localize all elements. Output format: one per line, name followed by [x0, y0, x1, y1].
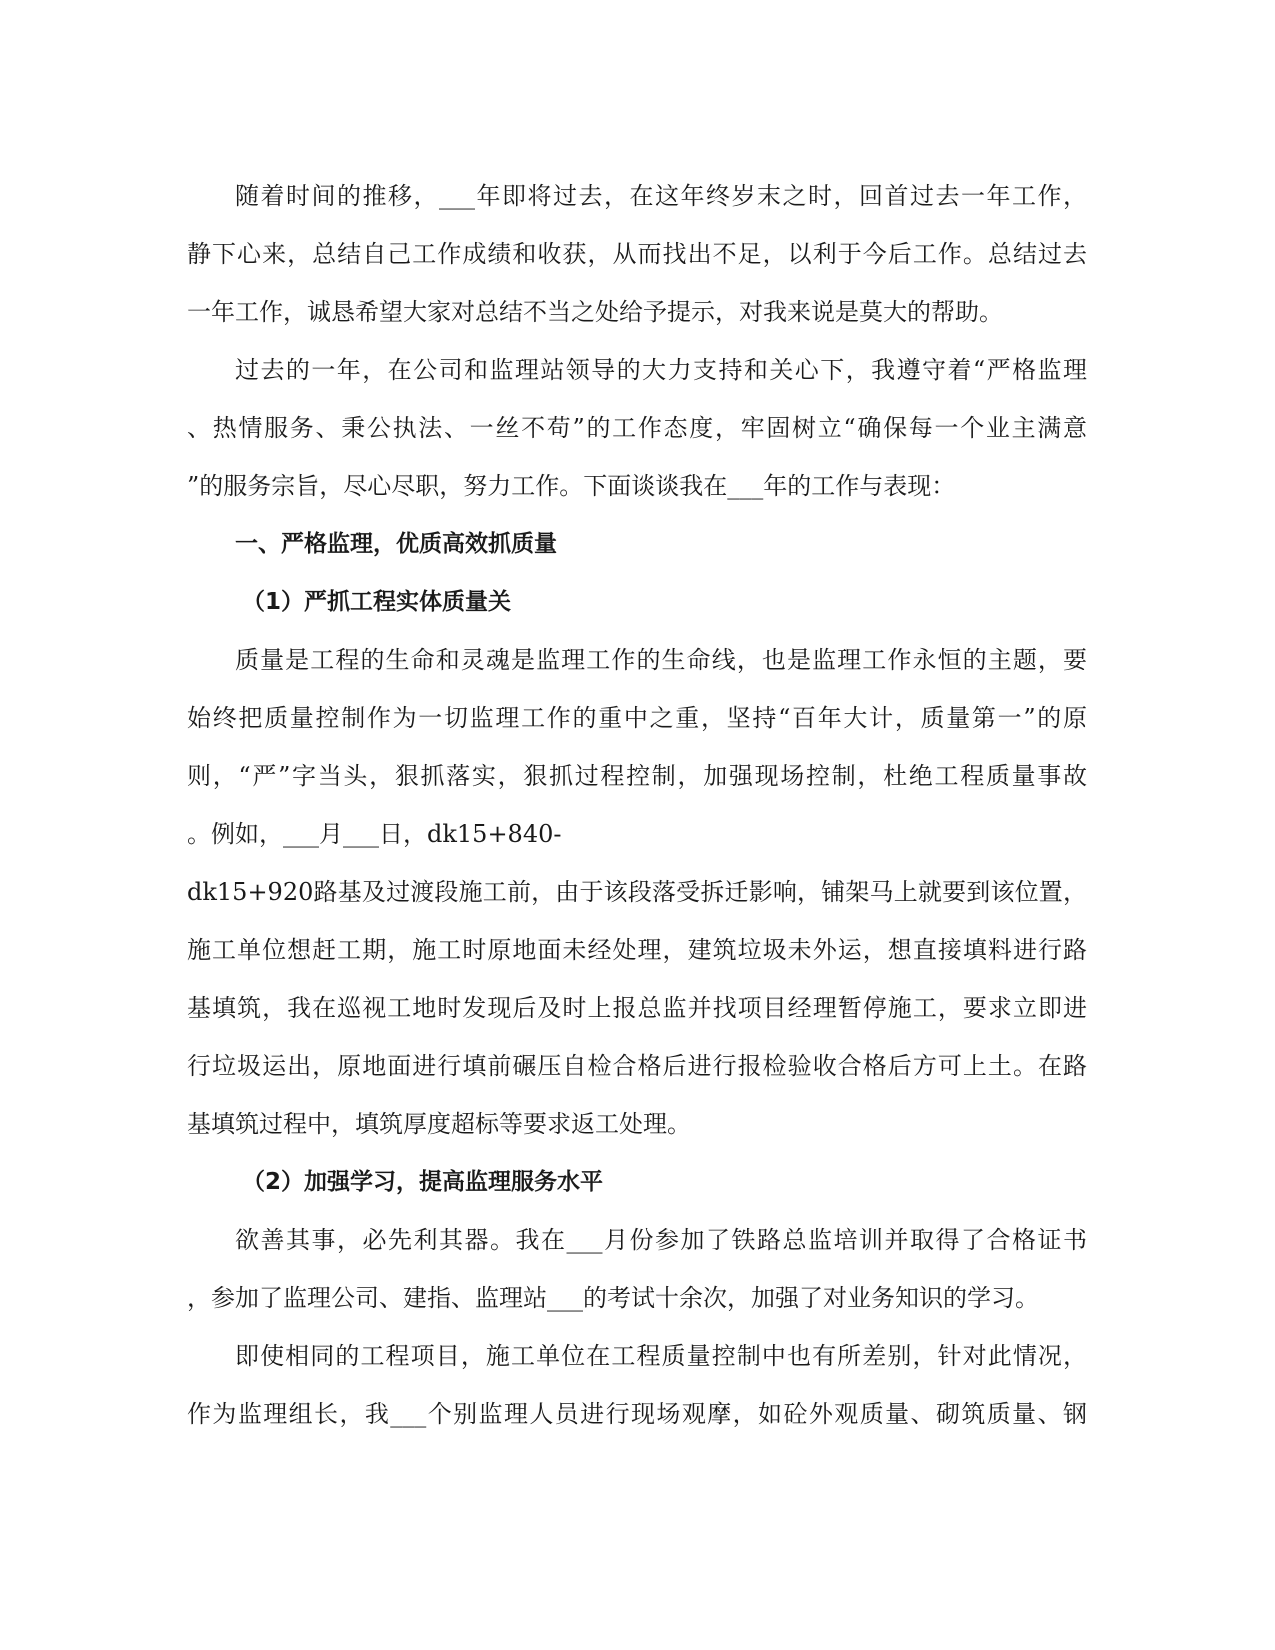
paragraph-line: 一年工作，诚恳希望大家对总结不当之处给予提示，对我来说是莫大的帮助。 [187, 298, 1003, 326]
paragraph-line: 作为监理组长，我___个别监理人员进行现场观摩，如砼外观质量、砌筑质量、钢 [187, 1400, 1087, 1428]
paragraph-line: ，参加了监理公司、建指、监理站___的考试十余次，加强了对业务知识的学习。 [187, 1284, 1039, 1312]
subsection-heading: （1）严抓工程实体质量关 [242, 589, 512, 615]
document-body [187, 167, 1087, 1443]
section-heading: 一、严格监理，优质高效抓质量 [235, 531, 557, 557]
paragraph-line: 始终把质量控制作为一切监理工作的重中之重，坚持“百年大计，质量第一”的原 [187, 704, 1087, 732]
paragraph-line: 过去的一年，在公司和监理站领导的大力支持和关心下，我遵守着“严格监理 [235, 356, 1087, 384]
paragraph-line: 行垃圾运出，原地面进行填前碾压自检合格后进行报检验收合格后方可上土。在路 [187, 1052, 1087, 1080]
paragraph-line: 基填筑过程中，填筑厚度超标等要求返工处理。 [187, 1110, 691, 1138]
paragraph-line: ”的服务宗旨，尽心尽职，努力工作。下面谈谈我在___年的工作与表现： [187, 472, 956, 500]
paragraph-line: dk15+920路基及过渡段施工前，由于该段落受拆迁影响，铺架马上就要到该位置， [187, 878, 1087, 906]
paragraph-line: 基填筑，我在巡视工地时发现后及时上报总监并找项目经理暂停施工，要求立即进 [187, 994, 1087, 1022]
subsection-heading: （2）加强学习，提高监理服务水平 [242, 1169, 604, 1195]
paragraph-line: 施工单位想赶工期，施工时原地面未经处理，建筑垃圾未外运，想直接填料进行路 [187, 936, 1087, 964]
paragraph-line: 则，“严”字当头，狠抓落实，狠抓过程控制，加强现场控制，杜绝工程质量事故 [187, 762, 1087, 790]
paragraph-line: 质量是工程的生命和灵魂是监理工作的生命线，也是监理工作永恒的主题，要 [235, 646, 1087, 674]
paragraph-line: 、热情服务、秉公执法、一丝不苟”的工作态度，牢固树立“确保每一个业主满意 [187, 414, 1087, 442]
paragraph-line: 随着时间的推移，___年即将过去，在这年终岁末之时，回首过去一年工作， [235, 182, 1087, 210]
paragraph-line: 。例如，___月___日，dk15+840- [187, 820, 562, 848]
paragraph-line: 静下心来，总结自己工作成绩和收获，从而找出不足，以利于今后工作。总结过去 [187, 240, 1087, 268]
paragraph-line: 即使相同的工程项目，施工单位在工程质量控制中也有所差别，针对此情况， [235, 1342, 1087, 1370]
paragraph-line: 欲善其事，必先利其器。我在___月份参加了铁路总监培训并取得了合格证书 [235, 1226, 1087, 1254]
